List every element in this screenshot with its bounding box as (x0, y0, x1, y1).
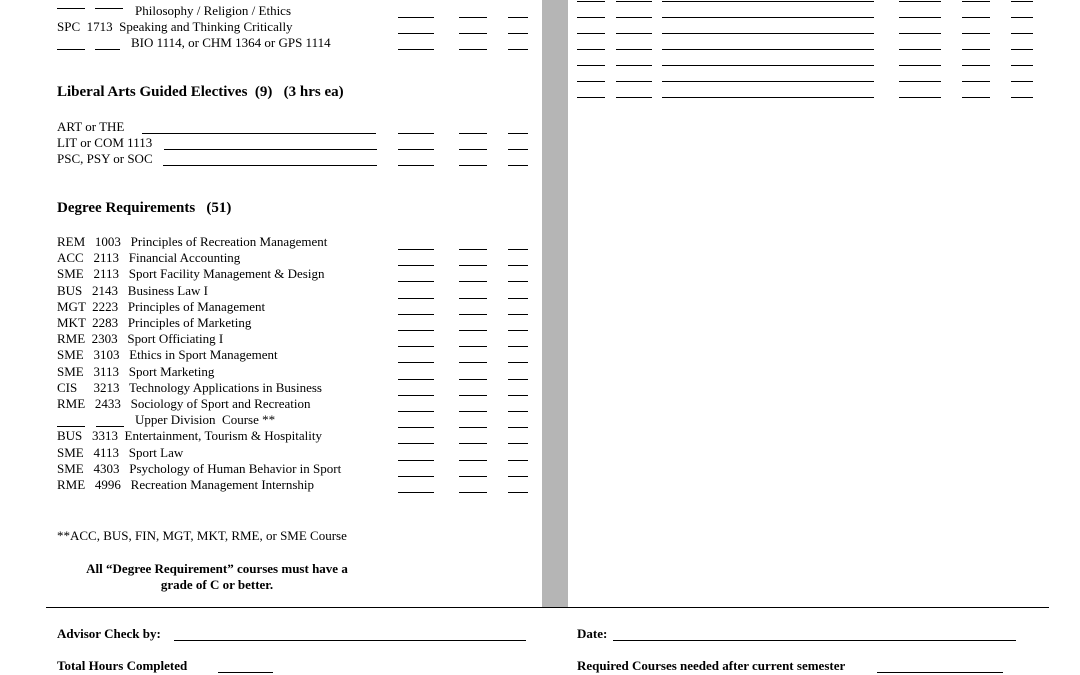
hours-blank[interactable] (1011, 1, 1033, 2)
grade-blank[interactable] (459, 492, 487, 493)
semester-blank[interactable] (899, 97, 941, 98)
hours-blank[interactable] (508, 17, 528, 18)
degree-course-label: SME 3103 Ethics in Sport Management (57, 347, 278, 363)
course-number-blank[interactable] (95, 8, 123, 9)
elective-course-blank[interactable] (164, 149, 377, 150)
hours-blank[interactable] (1011, 81, 1033, 82)
grade-blank[interactable] (962, 1, 990, 2)
degree-course-label: SME 4303 Psychology of Human Behavior in Sport (57, 460, 342, 476)
degree-course-label: REM 1003 Principles of Recreation Management (57, 234, 328, 249)
semester-blank[interactable] (398, 314, 434, 315)
electives-heading: Liberal Arts Guided Electives (9) (3 hrs ea) (57, 84, 344, 100)
course-prefix-blank[interactable] (577, 97, 605, 98)
hours-blank[interactable] (1011, 97, 1033, 98)
course-label: BIO 1114, or CHM 1364 or GPS 1114 (131, 35, 331, 50)
degree-course-label: BUS 2143 Business Law I (57, 282, 208, 298)
course-prefix-blank[interactable] (577, 81, 605, 82)
semester-blank[interactable] (398, 395, 434, 396)
semester-blank[interactable] (398, 411, 434, 412)
degree-course-label: RME 2303 Sport Officiating I (57, 331, 224, 347)
semester-blank[interactable] (899, 17, 941, 18)
course-number-blank[interactable] (616, 1, 652, 2)
semester-blank[interactable] (398, 165, 434, 166)
semester-blank[interactable] (899, 33, 941, 34)
semester-blank[interactable] (398, 330, 434, 331)
grade-blank[interactable] (459, 149, 487, 150)
date-label: Date: (577, 626, 608, 641)
course-label: Philosophy / Religion / Ethics (135, 3, 292, 18)
course-prefix-blank[interactable] (577, 1, 605, 2)
semester-blank[interactable] (398, 362, 434, 363)
hours-blank[interactable] (508, 265, 528, 266)
grade-blank[interactable] (459, 17, 487, 18)
grade-blank[interactable] (962, 65, 990, 66)
degree-course-label: MKT 2283 Principles of Marketing (57, 315, 252, 330)
course-title-blank[interactable] (662, 65, 874, 66)
course-number-blank[interactable] (96, 426, 124, 427)
semester-blank[interactable] (899, 49, 941, 50)
course-prefix-blank[interactable] (577, 65, 605, 66)
hours-blank[interactable] (508, 281, 528, 282)
course-number-blank[interactable] (616, 33, 652, 34)
elective-label: LIT or COM 1113 (57, 135, 153, 150)
hours-blank[interactable] (1011, 33, 1033, 34)
hours-blank[interactable] (508, 133, 528, 134)
grade-blank[interactable] (962, 97, 990, 98)
grade-blank[interactable] (459, 330, 487, 331)
degree-course-label: CIS 3213 Technology Applications in Business (57, 379, 322, 395)
degree-course-label: RME 4996 Recreation Management Internship (57, 477, 315, 492)
elective-course-blank[interactable] (163, 165, 377, 166)
hours-blank[interactable] (508, 395, 528, 396)
course-prefix-blank[interactable] (57, 426, 85, 427)
grade-blank[interactable] (459, 460, 487, 461)
footnote: **ACC, BUS, FIN, MGT, MKT, RME, or SME Course (57, 528, 347, 543)
hours-blank[interactable] (508, 165, 528, 166)
hours-blank[interactable] (508, 346, 528, 347)
course-title-blank[interactable] (662, 17, 874, 18)
hours-blank[interactable] (508, 49, 528, 50)
hours-blank[interactable] (508, 330, 528, 331)
grade-blank[interactable] (459, 265, 487, 266)
total-hours-field[interactable] (218, 672, 273, 673)
semester-blank[interactable] (398, 249, 434, 250)
course-title-blank[interactable] (662, 1, 874, 2)
hours-blank[interactable] (508, 33, 528, 34)
semester-blank[interactable] (398, 346, 434, 347)
grade-blank[interactable] (459, 281, 487, 282)
course-number-blank[interactable] (616, 97, 652, 98)
semester-blank[interactable] (899, 1, 941, 2)
hours-blank[interactable] (508, 298, 528, 299)
hours-blank[interactable] (508, 249, 528, 250)
total-hours-label: Total Hours Completed (57, 658, 188, 673)
grade-blank[interactable] (459, 49, 487, 50)
semester-blank[interactable] (398, 33, 434, 34)
course-prefix-blank[interactable] (577, 49, 605, 50)
semester-blank[interactable] (398, 281, 434, 282)
semester-blank[interactable] (398, 265, 434, 266)
elective-label: PSC, PSY or SOC (57, 151, 153, 166)
grade-blank[interactable] (459, 443, 487, 444)
required-courses-label: Required Courses needed after current semester (577, 658, 846, 673)
hours-blank[interactable] (508, 460, 528, 461)
grade-blank[interactable] (459, 476, 487, 477)
elective-course-blank[interactable] (142, 133, 376, 134)
degree-heading: Degree Requirements (51) (57, 200, 232, 216)
degree-course-label: SME 4113 Sport Law (57, 444, 184, 460)
hours-blank[interactable] (508, 314, 528, 315)
course-title-blank[interactable] (662, 33, 874, 34)
grade-blank[interactable] (459, 314, 487, 315)
semester-blank[interactable] (398, 133, 434, 134)
advisor-check-field[interactable] (174, 640, 526, 641)
grade-blank[interactable] (459, 395, 487, 396)
course-title-blank[interactable] (662, 49, 874, 50)
footer-divider (46, 607, 1049, 608)
degree-course-label: SME 3113 Sport Marketing (57, 363, 215, 379)
semester-blank[interactable] (398, 492, 434, 493)
semester-blank[interactable] (398, 17, 434, 18)
hours-blank[interactable] (508, 411, 528, 412)
course-prefix-blank[interactable] (577, 33, 605, 34)
course-prefix-blank[interactable] (577, 17, 605, 18)
grade-blank[interactable] (459, 346, 487, 347)
hours-blank[interactable] (508, 379, 528, 380)
degree-course-label: ACC 2113 Financial Accounting (57, 250, 241, 266)
degree-course-label: BUS 3313 Entertainment, Tourism & Hospitality (57, 428, 322, 444)
semester-blank[interactable] (398, 149, 434, 150)
date-field[interactable] (613, 640, 1016, 641)
course-number-blank[interactable] (616, 81, 652, 82)
course-title-blank[interactable] (662, 81, 874, 82)
grade-blank[interactable] (459, 298, 487, 299)
semester-blank[interactable] (398, 460, 434, 461)
semester-blank[interactable] (398, 427, 434, 428)
course-prefix-blank[interactable] (57, 8, 85, 9)
course-prefix-blank[interactable] (57, 49, 85, 50)
course-number-blank[interactable] (95, 49, 120, 50)
course-number-blank[interactable] (616, 17, 652, 18)
elective-label: ART or THE (57, 119, 125, 134)
semester-blank[interactable] (398, 443, 434, 444)
degree-course-label: Upper Division Course ** (135, 412, 276, 428)
grade-blank[interactable] (459, 249, 487, 250)
hours-blank[interactable] (1011, 65, 1033, 66)
grade-blank[interactable] (459, 411, 487, 412)
hours-blank[interactable] (1011, 17, 1033, 18)
semester-blank[interactable] (398, 476, 434, 477)
hours-blank[interactable] (508, 492, 528, 493)
semester-blank[interactable] (899, 65, 941, 66)
hours-blank[interactable] (508, 427, 528, 428)
course-title-blank[interactable] (662, 97, 874, 98)
grade-blank[interactable] (962, 49, 990, 50)
grade-blank[interactable] (459, 427, 487, 428)
hours-blank[interactable] (508, 443, 528, 444)
hours-blank[interactable] (1011, 49, 1033, 50)
grade-blank[interactable] (962, 33, 990, 34)
required-courses-field[interactable] (877, 672, 1003, 673)
advisor-check-label: Advisor Check by: (57, 626, 161, 641)
grade-note-line2: grade of C or better. (160, 577, 274, 592)
grade-blank[interactable] (459, 165, 487, 166)
degree-course-label: RME 2433 Sociology of Sport and Recreation (57, 396, 311, 411)
hours-blank[interactable] (508, 476, 528, 477)
degree-course-label: MGT 2223 Principles of Management (57, 298, 266, 314)
center-divider-bar (542, 0, 568, 608)
grade-blank[interactable] (459, 362, 487, 363)
semester-blank[interactable] (899, 81, 941, 82)
grade-blank[interactable] (459, 33, 487, 34)
hours-blank[interactable] (508, 149, 528, 150)
semester-blank[interactable] (398, 49, 434, 50)
grade-note-line1: All “Degree Requirement” courses must have a (86, 561, 348, 576)
hours-blank[interactable] (508, 362, 528, 363)
grade-blank[interactable] (459, 379, 487, 380)
degree-course-label: SME 2113 Sport Facility Management & Design (57, 266, 325, 282)
course-number-blank[interactable] (616, 65, 652, 66)
semester-blank[interactable] (398, 379, 434, 380)
semester-blank[interactable] (398, 298, 434, 299)
grade-blank[interactable] (459, 133, 487, 134)
course-label: SPC 1713 Speaking and Thinking Critically (57, 19, 293, 34)
course-number-blank[interactable] (616, 49, 652, 50)
grade-blank[interactable] (962, 81, 990, 82)
grade-blank[interactable] (962, 17, 990, 18)
